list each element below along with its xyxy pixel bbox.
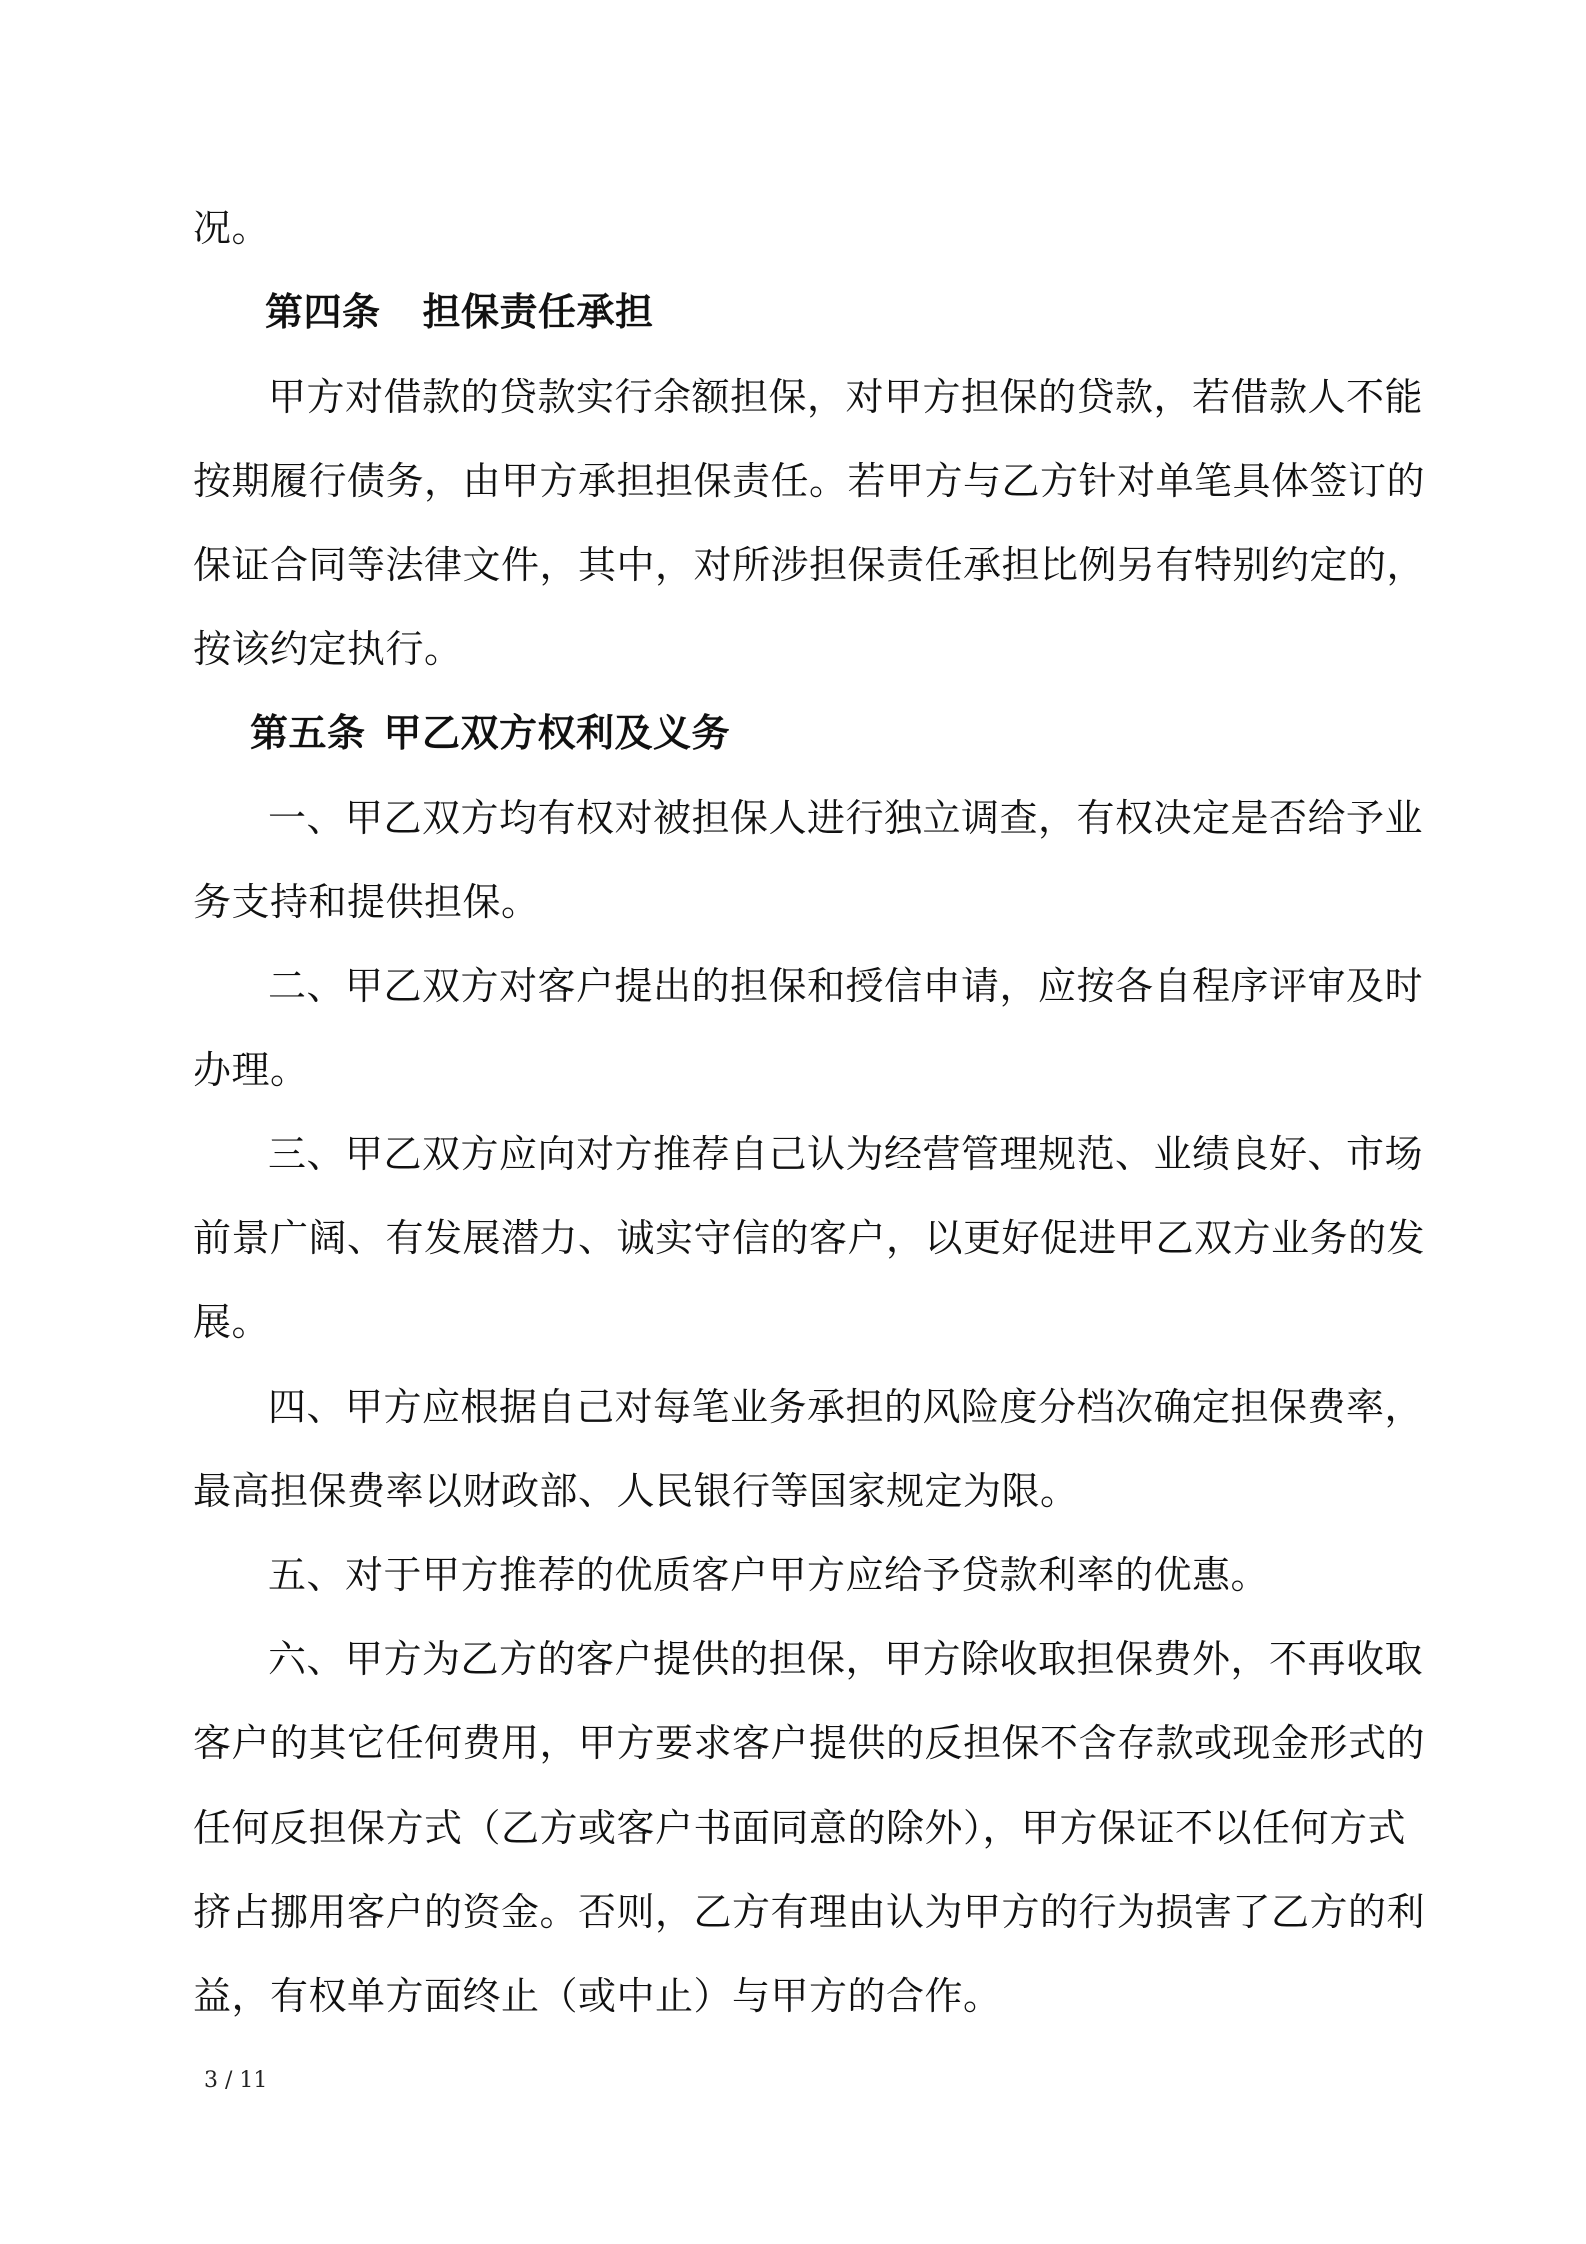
article-5-number: 第五条: [250, 711, 366, 755]
clause-4-line: 最高担保费率以财政部、人民银行等国家规定为限。: [193, 1469, 1079, 1513]
clause-6-line: 六、甲方为乙方的客户提供的担保，甲方除收取担保费外，不再收取: [268, 1637, 1424, 1681]
clause-6-line: 挤占挪用客户的资金。否则，乙方有理由认为甲方的行为损害了乙方的利: [193, 1890, 1426, 1934]
article-4-number: 第四条: [265, 290, 381, 334]
page-number: 3 / 11: [204, 2068, 268, 2093]
clause-6-line: 益，有权单方面终止（或中止）与甲方的合作。: [193, 1974, 1002, 2018]
clause-1-line: 务支持和提供担保。: [193, 880, 540, 924]
article-4-heading: [265, 270, 1586, 354]
article-4-title: 担保责任承担: [422, 290, 654, 334]
paragraph-line: 甲方对借款的贷款实行余额担保，对甲方担保的贷款，若借款人不能: [268, 375, 1424, 419]
clause-2-line: 二、甲乙双方对客户提出的担保和授信申请，应按各自程序评审及时: [268, 964, 1424, 1008]
clause-3-line: 前景广阔、有发展潜力、诚实守信的客户，以更好促进甲乙双方业务的发: [193, 1216, 1426, 1260]
article-5-title: 甲乙双方权利及义务: [383, 711, 731, 755]
clause-4-line: 四、甲方应根据自己对每笔业务承担的风险度分档次确定担保费率，: [268, 1385, 1424, 1429]
clause-3-line: 展。: [193, 1300, 271, 1344]
clause-3-line: 三、甲乙双方应向对方推荐自己认为经营管理规范、业绩良好、市场: [268, 1132, 1424, 1176]
article-5-heading: [250, 691, 1586, 775]
clause-6-line: 任何反担保方式（乙方或客户书面同意的除外），甲方保证不以任何方式: [193, 1806, 1407, 1850]
clause-6-line: 客户的其它任何费用，甲方要求客户提供的反担保不含存款或现金形式的: [193, 1721, 1426, 1765]
clause-2-line: 办理。: [193, 1048, 309, 1092]
paragraph-line: 保证合同等法律文件，其中，对所涉担保责任承担比例另有特别约定的，: [193, 543, 1426, 587]
paragraph-line: 况。: [193, 206, 271, 250]
paragraph-line: 按该约定执行。: [193, 627, 463, 671]
paragraph-line: 按期履行债务，由甲方承担担保责任。若甲方与乙方针对单笔具体签订的: [193, 459, 1426, 503]
clause-5-line: 五、对于甲方推荐的优质客户甲方应给予贷款利率的优惠。: [268, 1553, 1270, 1597]
clause-1-line: 一、甲乙双方均有权对被担保人进行独立调查，有权决定是否给予业: [268, 796, 1424, 840]
